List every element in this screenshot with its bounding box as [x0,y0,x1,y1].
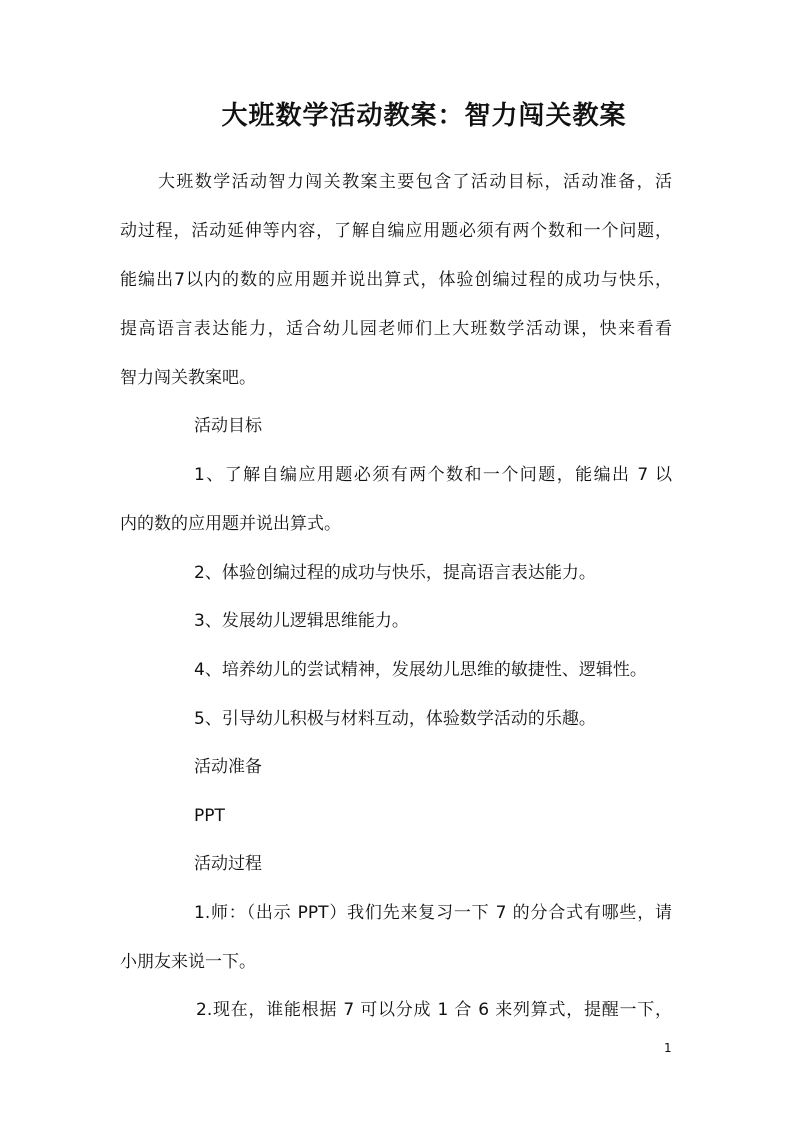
goal-4: 4、培养幼儿的尝试精神，发展幼儿思维的敏捷性、逻辑性。 [194,660,647,680]
goal-3: 3、发展幼儿逻辑思维能力。 [194,611,409,631]
step-2-line-1: 2.现在，谁能根据 7 可以分成 1 合 6 来列算式，提醒一下， [196,1000,672,1020]
goal-1-line-1: 1、了解自编应用题必须有两个数和一个问题，能编出 7 以 [194,465,672,485]
intro-line-1: 大班数学活动智力闯关教案主要包含了活动目标，活动准备，活 [158,172,672,192]
prep-item: PPT [194,806,225,826]
document-title: 大班数学活动教案：智力闯关教案 [221,101,627,131]
intro-line-3: 能编出7以内的数的应用题并说出算式，体验创编过程的成功与快乐， [120,270,672,290]
goal-2: 2、体验创编过程的成功与快乐，提高语言表达能力。 [194,563,596,583]
goal-5: 5、引导幼儿积极与材料互动，体验数学活动的乐趣。 [194,709,596,729]
intro-line-5: 智力闯关教案吧。 [120,368,256,388]
step-1-line-2: 小朋友来说一下。 [120,952,256,972]
intro-line-2: 动过程，活动延伸等内容，了解自编应用题必须有两个数和一个问题， [120,221,672,241]
goal-1-line-2: 内的数的应用题并说出算式。 [120,514,341,534]
process-heading: 活动过程 [194,854,262,874]
step-1-line-1: 1.师：（出示 PPT）我们先来复习一下 7 的分合式有哪些，请 [194,903,672,923]
goals-heading: 活动目标 [194,416,262,436]
page-number: 1 [664,1041,672,1055]
intro-line-4: 提高语言表达能力，适合幼儿园老师们上大班数学活动课，快来看看 [120,319,672,339]
prep-heading: 活动准备 [194,757,262,777]
